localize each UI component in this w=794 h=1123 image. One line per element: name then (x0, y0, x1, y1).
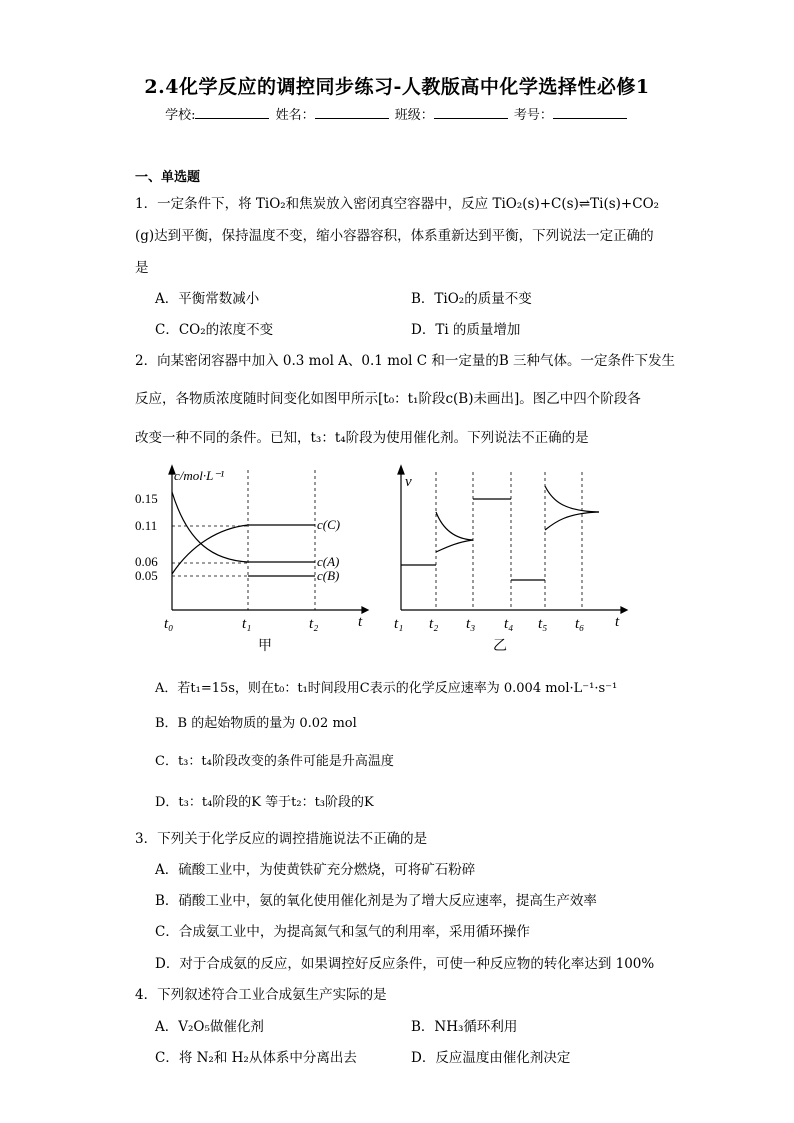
class-label: 班级： (394, 108, 434, 123)
q1-stem-line3: 是 (135, 260, 149, 276)
q1-option-d[interactable]: D．Ti 的质量增加 (411, 322, 521, 338)
q1-stem-line2: (g)达到平衡，保持温度不变，缩小容器容积，体系重新达到平衡，下列说法一定正确的 (135, 228, 654, 244)
q3-option-d[interactable]: D．对于合成氨的反应，如果调控好反应条件，可使一种反应物的转化率达到 100% (155, 956, 655, 972)
q4-stem: 4．下列叙述符合工业合成氨生产实际的是 (135, 987, 387, 1003)
q2-option-d[interactable]: D．t₃：t₄阶段的K 等于t₂：t₃阶段的K (155, 795, 374, 810)
x-axis-arrow (362, 607, 368, 613)
xtick-t4: t₄ (504, 616, 514, 632)
q2-stem-line2: 反应，各物质浓度随时间变化如图甲所示[t₀：t₁阶段c(B)未画出]。图乙中四个阶段各 (135, 391, 641, 407)
xtick-t1: t₁ (242, 616, 252, 632)
ytick-015: 0.15 (135, 491, 158, 506)
x-axis-label: t (358, 614, 363, 630)
student-info (0, 104, 794, 123)
ytick-006: 0.06 (135, 554, 158, 569)
rate-t2-upper (436, 512, 473, 540)
x-axis-arrow (621, 607, 627, 613)
chart-caption-jia: 甲 (258, 639, 272, 654)
ytick-011: 0.11 (135, 518, 158, 533)
xtick-t2: t₂ (429, 616, 439, 632)
label-cA: c(A) (317, 554, 340, 569)
q2-option-b[interactable]: B．B 的起始物质的量为 0.02 mol (155, 716, 357, 731)
x-axis-label: t (615, 614, 620, 630)
section-heading: 一、单选题 (135, 170, 201, 185)
curve-c-C (172, 525, 315, 574)
q4-option-c[interactable]: C．将 N₂和 H₂从体系中分离出去 (155, 1050, 357, 1066)
xtick-t3: t₃ (466, 616, 476, 632)
y-axis-label: c/mol·L⁻¹ (174, 468, 225, 483)
school-field[interactable] (195, 106, 269, 119)
rate-t5-upper (545, 486, 599, 512)
q3-option-c[interactable]: C．合成氨工业中，为提高氮气和氢气的利用率，采用循环操作 (155, 924, 530, 940)
q3-option-b[interactable]: B．硝酸工业中，氨的氧化使用催化剂是为了增大反应速率，提高生产效率 (155, 893, 597, 909)
chart-caption-yi: 乙 (493, 639, 507, 654)
id-label: 考号： (513, 108, 553, 123)
label-cC: c(C) (317, 517, 341, 532)
xtick-t2: t₂ (309, 616, 319, 632)
q1-option-b[interactable]: B．TiO₂的质量不变 (411, 291, 532, 307)
label-cB: c(B) (317, 568, 340, 583)
curve-c-A (172, 492, 315, 562)
name-label: 姓名： (275, 108, 315, 123)
xtick-t5: t₅ (538, 616, 548, 632)
q3-stem: 3．下列关于化学反应的调控措施说法不正确的是 (135, 831, 428, 847)
name-field[interactable] (315, 106, 389, 119)
q4-option-b[interactable]: B．NH₃循环利用 (411, 1019, 518, 1035)
rate-chart (385, 462, 635, 662)
q3-option-a[interactable]: A．硫酸工业中，为使黄铁矿充分燃烧，可将矿石粉碎 (155, 862, 476, 878)
class-field[interactable] (434, 106, 508, 119)
page-title: 2.4化学反应的调控同步练习-人教版高中化学选择性必修1 (144, 76, 650, 98)
q1-option-c[interactable]: C．CO₂的浓度不变 (155, 322, 274, 338)
q2-stem-line3: 改变一种不同的条件。已知，t₃：t₄阶段为使用催化剂。下列说法不正确的是 (135, 430, 589, 446)
xtick-t0: t₀ (164, 616, 174, 632)
q4-option-a[interactable]: A．V₂O₅做催化剂 (155, 1019, 264, 1035)
rate-t2-lower (436, 540, 473, 552)
q2-option-c[interactable]: C．t₃：t₄阶段改变的条件可能是升高温度 (155, 754, 394, 769)
y-axis-arrow (398, 466, 404, 474)
xtick-t6: t₆ (575, 616, 585, 632)
q1-stem-line1: 1．一定条件下，将 TiO₂和焦炭放入密闭真空容器中，反应 TiO₂(s)+C(s)⇌Ti(s)+CO₂ (135, 196, 660, 212)
ytick-005: 0.05 (135, 568, 158, 583)
q2-option-a[interactable]: A．若t₁=15s，则在t₀：t₁时间段用C表示的化学反应速率为 0.004 mol·L⁻¹·s⁻¹ (155, 681, 618, 696)
concentration-chart (130, 462, 380, 662)
q1-option-a[interactable]: A．平衡常数减小 (155, 291, 260, 307)
id-field[interactable] (553, 106, 627, 119)
rate-t5-lower (545, 512, 599, 530)
y-axis-label: v (405, 474, 412, 490)
school-label: 学校: (165, 108, 196, 123)
q4-option-d[interactable]: D．反应温度由催化剂决定 (411, 1050, 571, 1066)
q2-stem-line1: 2．向某密闭容器中加入 0.3 mol A、0.1 mol C 和一定量的B 三种气体。一定条件下发生 (135, 353, 676, 369)
xtick-t1: t₁ (394, 616, 404, 632)
